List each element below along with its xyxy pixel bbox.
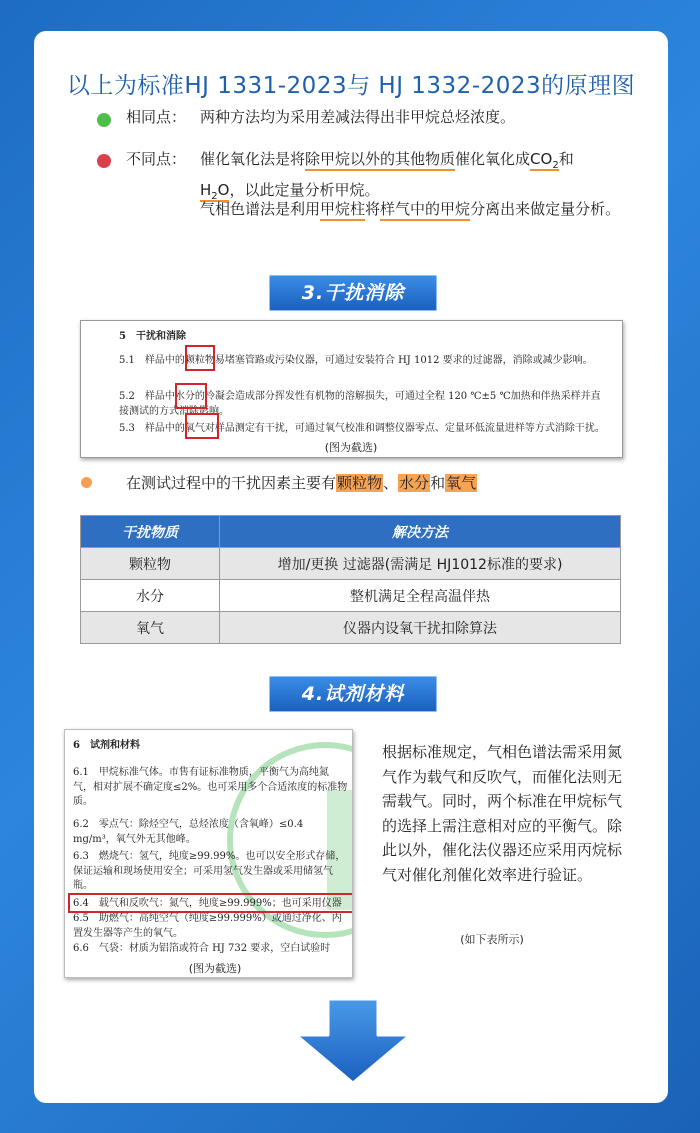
section-4-header: 4.试剂材料 — [269, 676, 437, 712]
diff-text-2: 气相色谱法是利用甲烷柱将样气中的甲烷分离出来做定量分析。 — [200, 197, 640, 221]
page-title: 以上为标准HJ 1331-2023与 HJ 1332-2023的原理图 — [66, 73, 636, 99]
table-row: 水分 整机满足全程高温伴热 — [81, 580, 621, 612]
reagent-explanation: 根据标准规定，气相色谱法需采用氮气作为载气和反吹气，而催化法则无需载气。同时，两个标准在甲烷标气的选择上需注意相对应的平衡气。除此以外，催化法仪器还应采用丙烷标气对催化剂催化效率进行验证。 — [382, 743, 623, 884]
table-note: (如下表所示) — [460, 933, 524, 946]
down-arrow-icon — [290, 995, 416, 1087]
content-card — [34, 31, 668, 1103]
same-label: 相同点： — [126, 108, 187, 126]
interference-table — [80, 515, 621, 644]
diff-label: 不同点： — [126, 150, 187, 168]
highlight-box-oxygen — [185, 413, 219, 439]
diff-text-1: 催化氧化法是将除甲烷以外的其他物质催化氧化成$CO_2$和 $H_2O$，以此定量分析甲烷。 — [200, 150, 574, 202]
green-dot-icon — [97, 113, 111, 127]
orange-dot-icon — [81, 477, 92, 488]
interference-text: 在测试过程中的干扰因素主要有颗粒物、水分和氧气 — [126, 474, 477, 492]
same-text: 两种方法均为采用差减法得出非甲烷总烃浓度。 — [200, 108, 516, 126]
table-row: 氧气 仪器内设氧干扰扣除算法 — [81, 612, 621, 644]
standard-excerpt-5: 5 干扰和消除 5.1 样品中的颗粒物易堵塞管路或污染仪器，可通过安装符合 HJ 1012 要求的过滤器，消除或减少影响。 5.2 样品中水分的冷凝会造成部分挥发性有机物的溶解损失，可通过全程 120 ℃±5 ℃加热和伴热采样并直接测试的方式消除影响。 5.3 样品中的氧气对样品测定有干扰，可通过氧气校准和调整仪器零点、定量环低流量进样等方式消除干扰。 (图为截选) — [80, 320, 623, 458]
table-header: 解决方法 — [220, 516, 621, 548]
highlight-box-carrier-gas — [68, 893, 353, 913]
red-dot-icon — [97, 154, 111, 168]
table-row: 颗粒物 增加/更换 过滤器(需满足 HJ1012标准的要求) — [81, 548, 621, 580]
table-header: 干扰物质 — [81, 516, 220, 548]
standard-excerpt-6: 6 试剂和材料 6.1 甲烷标准气体。市售有证标准物质，平衡气为高纯氮气，相对扩展不确定度≤2%。也可采用多个合适浓度的标准物质。 6.2 零点气：除烃空气，总烃浓度（含氧峰）≤0.4 mg/m³，氧气外无其他峰。 6.3 燃烧气：氢气，纯度≥99.99%。也可以安全形式存储，保证运输和现场使用安全；可采用氢气发生器或采用储氢气瓶。 6.4 载气和反吹气：氮气，纯度≥99.999%；也可采用仪器 6.5 助燃气：高纯空气（纯度≥99.999%）或通过净化、内置发生器等产生的氧气。 6.6 气袋：材质为铝箔或符合 HJ 732 要求，空白试验时 (图为截选) — [64, 729, 353, 978]
highlight-box-particles — [185, 345, 215, 371]
section-3-header: 3.干扰消除 — [269, 275, 437, 311]
highlight-box-water — [175, 383, 207, 409]
